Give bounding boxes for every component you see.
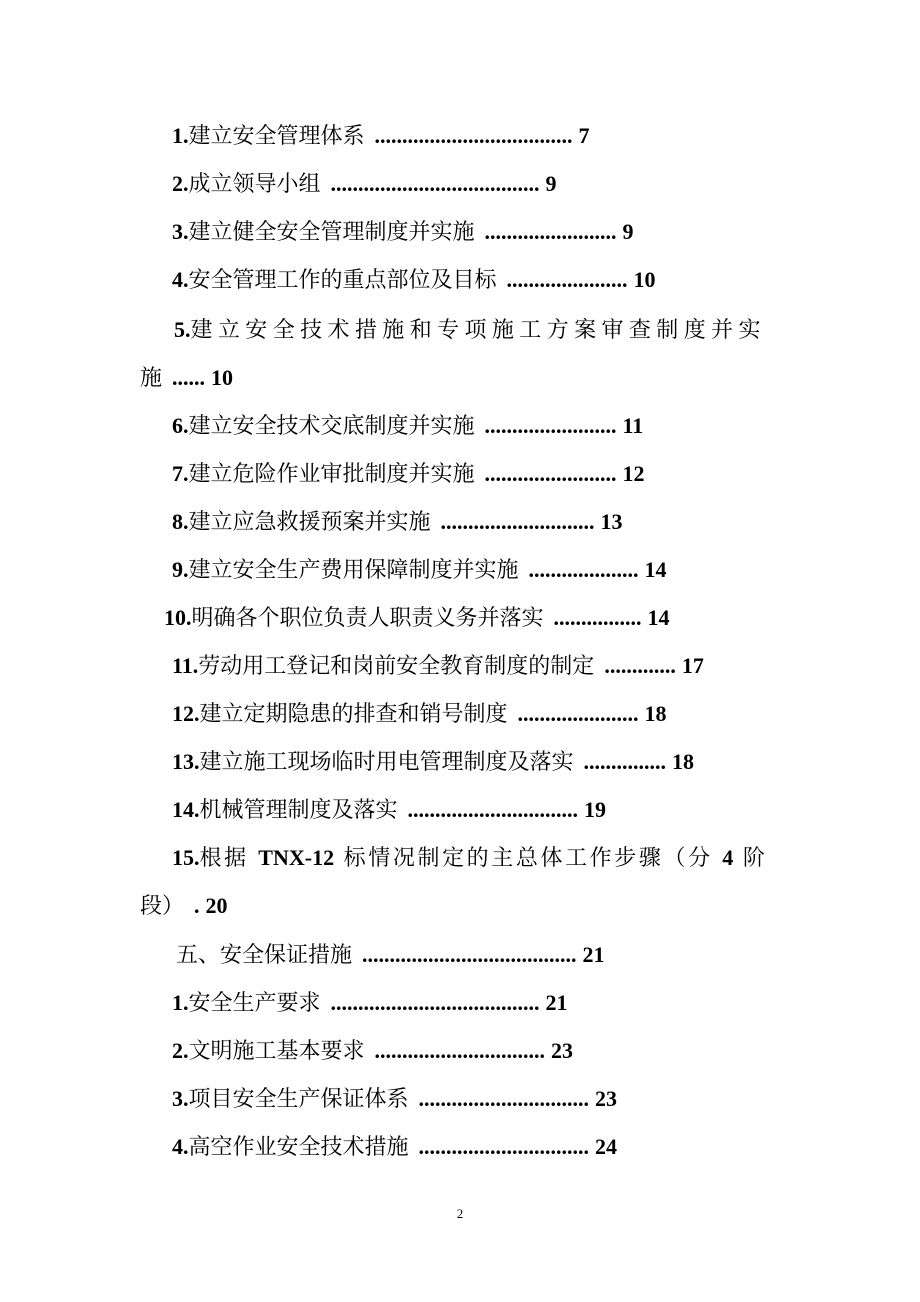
toc-entry-page: 20 — [205, 893, 228, 918]
toc-entry-title: 安全生产要求 — [188, 991, 321, 1016]
toc-entry-number: 13. — [172, 749, 200, 774]
toc-entry-number: 1. — [172, 990, 189, 1015]
toc-entry[interactable] — [164, 603, 670, 634]
toc-entry-title-latin: 4 — [722, 845, 734, 870]
toc-entry[interactable] — [172, 555, 667, 586]
toc-entry-title: 高空作业安全技术措施 — [188, 1135, 409, 1160]
toc-entry[interactable] — [172, 795, 606, 826]
toc-entry-page: 9 — [545, 171, 557, 196]
toc-entry-title: 成立领导小组 — [188, 172, 321, 197]
toc-entry[interactable] — [172, 507, 623, 538]
toc-entry-number: 3. — [172, 1086, 189, 1111]
toc-entry-number: 7. — [172, 461, 189, 486]
toc-entry[interactable] — [172, 265, 656, 296]
toc-entry-number: 12. — [172, 701, 200, 726]
toc-leader-dots: ........................ — [484, 219, 617, 244]
toc-entry-title-cont: 段） — [140, 894, 185, 919]
toc-entry-number: 5. — [174, 317, 191, 342]
toc-entry-title-cont: 施 — [140, 366, 163, 391]
toc-entry-title: 建立安全技术交底制度并实施 — [188, 414, 475, 439]
toc-entry-page: 13 — [600, 509, 623, 534]
toc-entry-page: 18 — [672, 749, 695, 774]
toc-entry-page: 11 — [622, 413, 644, 438]
toc-leader-dots: ...................................... — [330, 171, 540, 196]
toc-leader-dots: .................... — [528, 557, 639, 582]
toc-entry-title: 建立安全管理体系 — [188, 124, 365, 149]
toc-entry-number: 9. — [172, 557, 189, 582]
toc-leader-dots: ...................... — [517, 701, 639, 726]
toc-leader-dots: . — [194, 893, 200, 918]
toc-leader-dots: ............. — [604, 653, 676, 678]
toc-entry[interactable] — [172, 459, 645, 490]
toc-leader-dots: ............................... — [418, 1134, 590, 1159]
toc-entry[interactable] — [172, 121, 590, 152]
toc-entry-number: 14. — [172, 797, 200, 822]
toc-entry-number: 3. — [172, 219, 189, 244]
toc-entry-title-latin: TNX-12 — [258, 845, 335, 870]
toc-entry-title: 机械管理制度及落实 — [199, 798, 398, 823]
toc-entry-number: 15. — [172, 845, 200, 870]
toc-leader-dots: ........................ — [484, 461, 617, 486]
toc-leader-dots: ........................ — [484, 413, 617, 438]
toc-entry-number: 10. — [164, 605, 192, 630]
toc-leader-dots: ...... — [172, 365, 206, 390]
toc-entry-number: 4. — [172, 1134, 189, 1159]
toc-leader-dots: ................ — [553, 605, 642, 630]
toc-entry-title: 安全管理工作的重点部位及目标 — [188, 268, 497, 293]
toc-entry-wrapped[interactable] — [172, 843, 767, 874]
toc-entry[interactable] — [172, 1132, 617, 1163]
toc-entry[interactable] — [172, 1036, 573, 1067]
toc-entry[interactable] — [172, 169, 557, 200]
toc-entry-title: 标情况制定的主总体工作步骤（分 — [334, 846, 723, 871]
toc-entry-number: 2. — [172, 1038, 189, 1063]
toc-leader-dots: ............... — [583, 749, 667, 774]
toc-entry-title: 建立安全技术措施和专项施工方案审查制度并实 — [190, 318, 766, 343]
toc-entry-title: 建立施工现场临时用电管理制度及落实 — [199, 750, 574, 775]
toc-entry-title: 五、安全保证措施 — [176, 943, 353, 968]
toc-entry-title: 建立健全安全管理制度并实施 — [188, 220, 475, 245]
toc-entry-continuation[interactable] — [140, 363, 233, 394]
toc-entry-title: 文明施工基本要求 — [188, 1039, 365, 1064]
toc-entry-title: 明确各个职位负责人职责义务并落实 — [191, 606, 544, 631]
toc-entry-page: 21 — [545, 990, 568, 1015]
toc-entry-title: 建立应急救援预案并实施 — [188, 510, 431, 535]
toc-entry-number: 8. — [172, 509, 189, 534]
toc-entry-page: 21 — [582, 942, 605, 967]
toc-entry-wrapped[interactable] — [174, 315, 766, 346]
toc-entry-page: 14 — [644, 557, 667, 582]
toc-entry[interactable] — [172, 651, 704, 682]
toc-entry-title: 建立定期隐患的排查和销号制度 — [199, 702, 508, 727]
toc-leader-dots: ...................................... — [330, 990, 540, 1015]
toc-entry[interactable] — [172, 411, 643, 442]
toc-entry-title: 根据 — [199, 846, 259, 871]
toc-entry-page: 18 — [644, 701, 667, 726]
toc-entry[interactable] — [172, 699, 667, 730]
toc-entry-page: 14 — [647, 605, 670, 630]
toc-entry[interactable] — [172, 747, 694, 778]
toc-section-heading[interactable] — [176, 940, 605, 971]
toc-leader-dots: ............................ — [440, 509, 595, 534]
toc-entry-title: 建立安全生产费用保障制度并实施 — [188, 558, 519, 583]
toc-leader-dots: .................................... — [374, 123, 573, 148]
toc-entry-title: 建立危险作业审批制度并实施 — [188, 462, 475, 487]
toc-entry-number: 1. — [172, 123, 189, 148]
toc-entry-title: 项目安全生产保证体系 — [188, 1087, 409, 1112]
toc-leader-dots: ............................... — [407, 797, 579, 822]
toc-entry-page: 9 — [622, 219, 634, 244]
toc-entry[interactable] — [172, 217, 634, 248]
toc-entry-page: 24 — [595, 1134, 618, 1159]
toc-leader-dots: ....................................... — [362, 942, 577, 967]
toc-entry-title: 劳动用工登记和岗前安全教育制度的制定 — [198, 654, 595, 679]
toc-entry-continuation[interactable] — [140, 891, 228, 922]
toc-entry-number: 4. — [172, 267, 189, 292]
toc-entry-number: 2. — [172, 171, 189, 196]
toc-leader-dots: ...................... — [506, 267, 628, 292]
toc-entry-page: 10 — [633, 267, 656, 292]
toc-entry-number: 11. — [172, 653, 199, 678]
toc-entry-title: 阶 — [733, 846, 768, 871]
toc-entry-number: 6. — [172, 413, 189, 438]
toc-entry-page: 7 — [578, 123, 590, 148]
toc-entry-page: 23 — [551, 1038, 574, 1063]
toc-leader-dots: ............................... — [418, 1086, 590, 1111]
toc-entry-page: 10 — [211, 365, 234, 390]
toc-entry[interactable] — [172, 988, 568, 1019]
page-number: 2 — [456, 1206, 464, 1221]
toc-entry-page: 17 — [681, 653, 704, 678]
toc-leader-dots: ............................... — [374, 1038, 546, 1063]
toc-entry[interactable] — [172, 1084, 617, 1115]
toc-entry-page: 12 — [622, 461, 645, 486]
toc-entry-page: 19 — [584, 797, 607, 822]
toc-entry-page: 23 — [595, 1086, 618, 1111]
